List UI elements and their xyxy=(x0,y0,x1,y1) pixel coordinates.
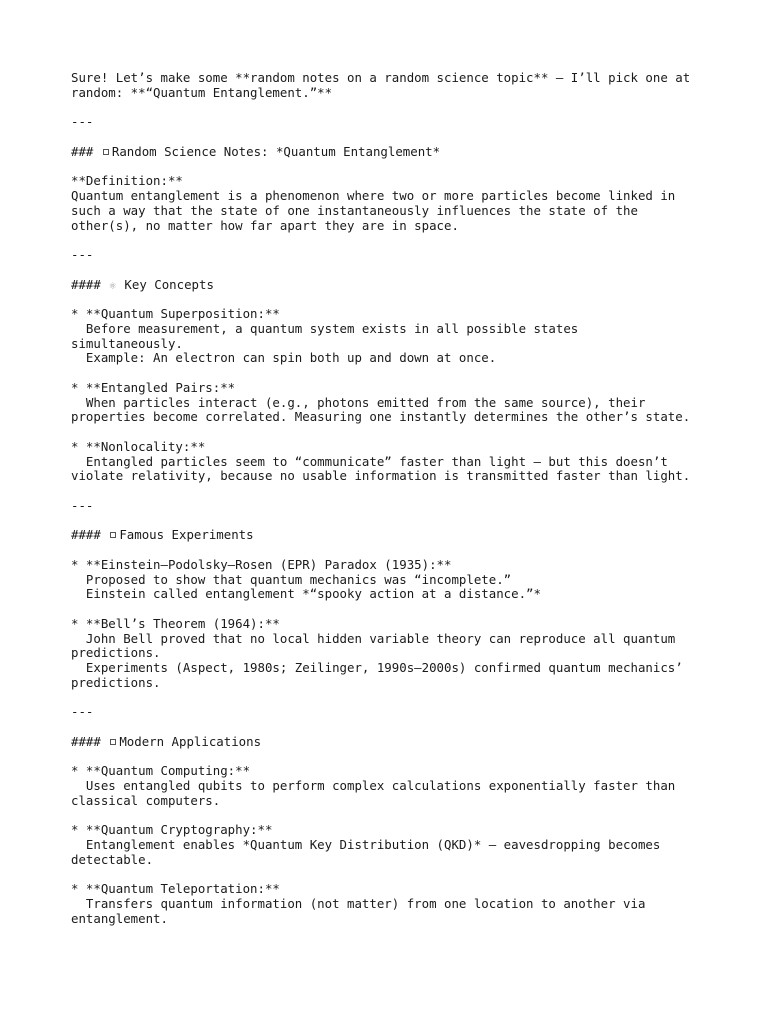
box-glyph-icon xyxy=(110,532,116,538)
section-heading-modern-applications xyxy=(71,735,731,750)
definition-line: Quantum entanglement is a phenomenon where two or more particles become linked in xyxy=(71,188,676,203)
list-item-title: * **Quantum Superposition:** xyxy=(71,306,280,321)
document-page xyxy=(71,71,731,927)
list-item-line: Einstein called entanglement *“spooky action at a distance.”* xyxy=(71,586,541,602)
doc-title-text: Random Science Notes: *Quantum Entanglement* xyxy=(111,143,441,159)
list-item-line: entanglement. xyxy=(71,910,168,926)
list-item-line: Entanglement enables *Quantum Key Distribution (QKD)* — eavesdropping becomes xyxy=(71,837,661,852)
list-item-line: Entangled particles seem to “communicate” faster than light — but this doesn’t xyxy=(71,453,668,469)
list-item-line: Proposed to show that quantum mechanics was “incomplete.” xyxy=(71,571,512,587)
doc-title xyxy=(71,145,731,160)
intro-line-1: Sure! Let’s make some **random notes on a random science topic** — I’ll pick one at xyxy=(71,70,691,85)
list-item-line: classical computers. xyxy=(71,792,221,808)
list-item-line: Example: An electron can spin both up and down at once. xyxy=(71,350,497,366)
intro-line-2: random: **“Quantum Entanglement.”** xyxy=(71,84,333,100)
list-item-line: Transfers quantum information (not matter) from one location to another via xyxy=(71,896,646,911)
list-item-line: properties become correlated. Measuring one instantly determines the other’s state. xyxy=(71,409,691,425)
box-glyph-icon xyxy=(110,739,116,745)
separator: --- xyxy=(71,114,94,130)
definition-line: other(s), no matter how far apart they are in space. xyxy=(71,217,459,233)
separator: --- xyxy=(71,704,94,720)
list-item-line: John Bell proved that no local hidden variable theory can reproduce all quantum xyxy=(71,630,676,646)
definition-label: **Definition:** xyxy=(71,173,183,189)
list-item-title: * **Bell’s Theorem (1964):** xyxy=(71,615,280,631)
list-item-title: * **Entangled Pairs:** xyxy=(71,379,236,395)
separator: --- xyxy=(71,497,94,513)
heading-marker: ### xyxy=(71,143,94,159)
definition-line: such a way that the state of one instantaneously influences the state of the xyxy=(71,202,638,218)
list-item-title: * **Quantum Teleportation:** xyxy=(71,881,280,897)
list-item-title: * **Quantum Cryptography:** xyxy=(71,822,273,838)
atom-icon: ⚛ xyxy=(109,278,116,292)
list-item-line: simultaneously. xyxy=(71,335,183,351)
section-heading-text: Famous Experiments xyxy=(119,527,254,543)
list-item-line: violate relativity, because no usable information is transmitted faster than light. xyxy=(71,468,691,484)
list-item-line: Uses entangled qubits to perform complex calculations exponentially faster than xyxy=(71,778,676,793)
list-item-title: * **Nonlocality:** xyxy=(71,438,206,454)
separator: --- xyxy=(71,247,94,262)
list-item-line: Before measurement, a quantum system exists in all possible states xyxy=(71,320,579,336)
heading-marker: #### xyxy=(71,276,101,292)
section-heading-text: Modern Applications xyxy=(119,733,262,749)
heading-marker: #### xyxy=(71,527,101,543)
list-item-line: When particles interact (e.g., photons emitted from the same source), their xyxy=(71,394,646,410)
section-heading-text: Key Concepts xyxy=(124,276,214,292)
list-item-title: * **Einstein–Podolsky–Rosen (EPR) Paradox (1935):** xyxy=(71,556,452,572)
box-glyph-icon xyxy=(103,149,109,155)
heading-marker: #### xyxy=(71,733,101,749)
list-item-line: detectable. xyxy=(71,851,154,867)
section-heading-key-concepts xyxy=(71,278,731,293)
list-item-title: * **Quantum Computing:** xyxy=(71,763,251,779)
section-heading-famous-experiments xyxy=(71,528,731,543)
list-item-line: predictions. xyxy=(71,645,161,661)
list-item-line: predictions. xyxy=(71,674,161,690)
list-item-line: Experiments (Aspect, 1980s; Zeilinger, 1990s–2000s) confirmed quantum mechanics’ xyxy=(71,660,683,675)
